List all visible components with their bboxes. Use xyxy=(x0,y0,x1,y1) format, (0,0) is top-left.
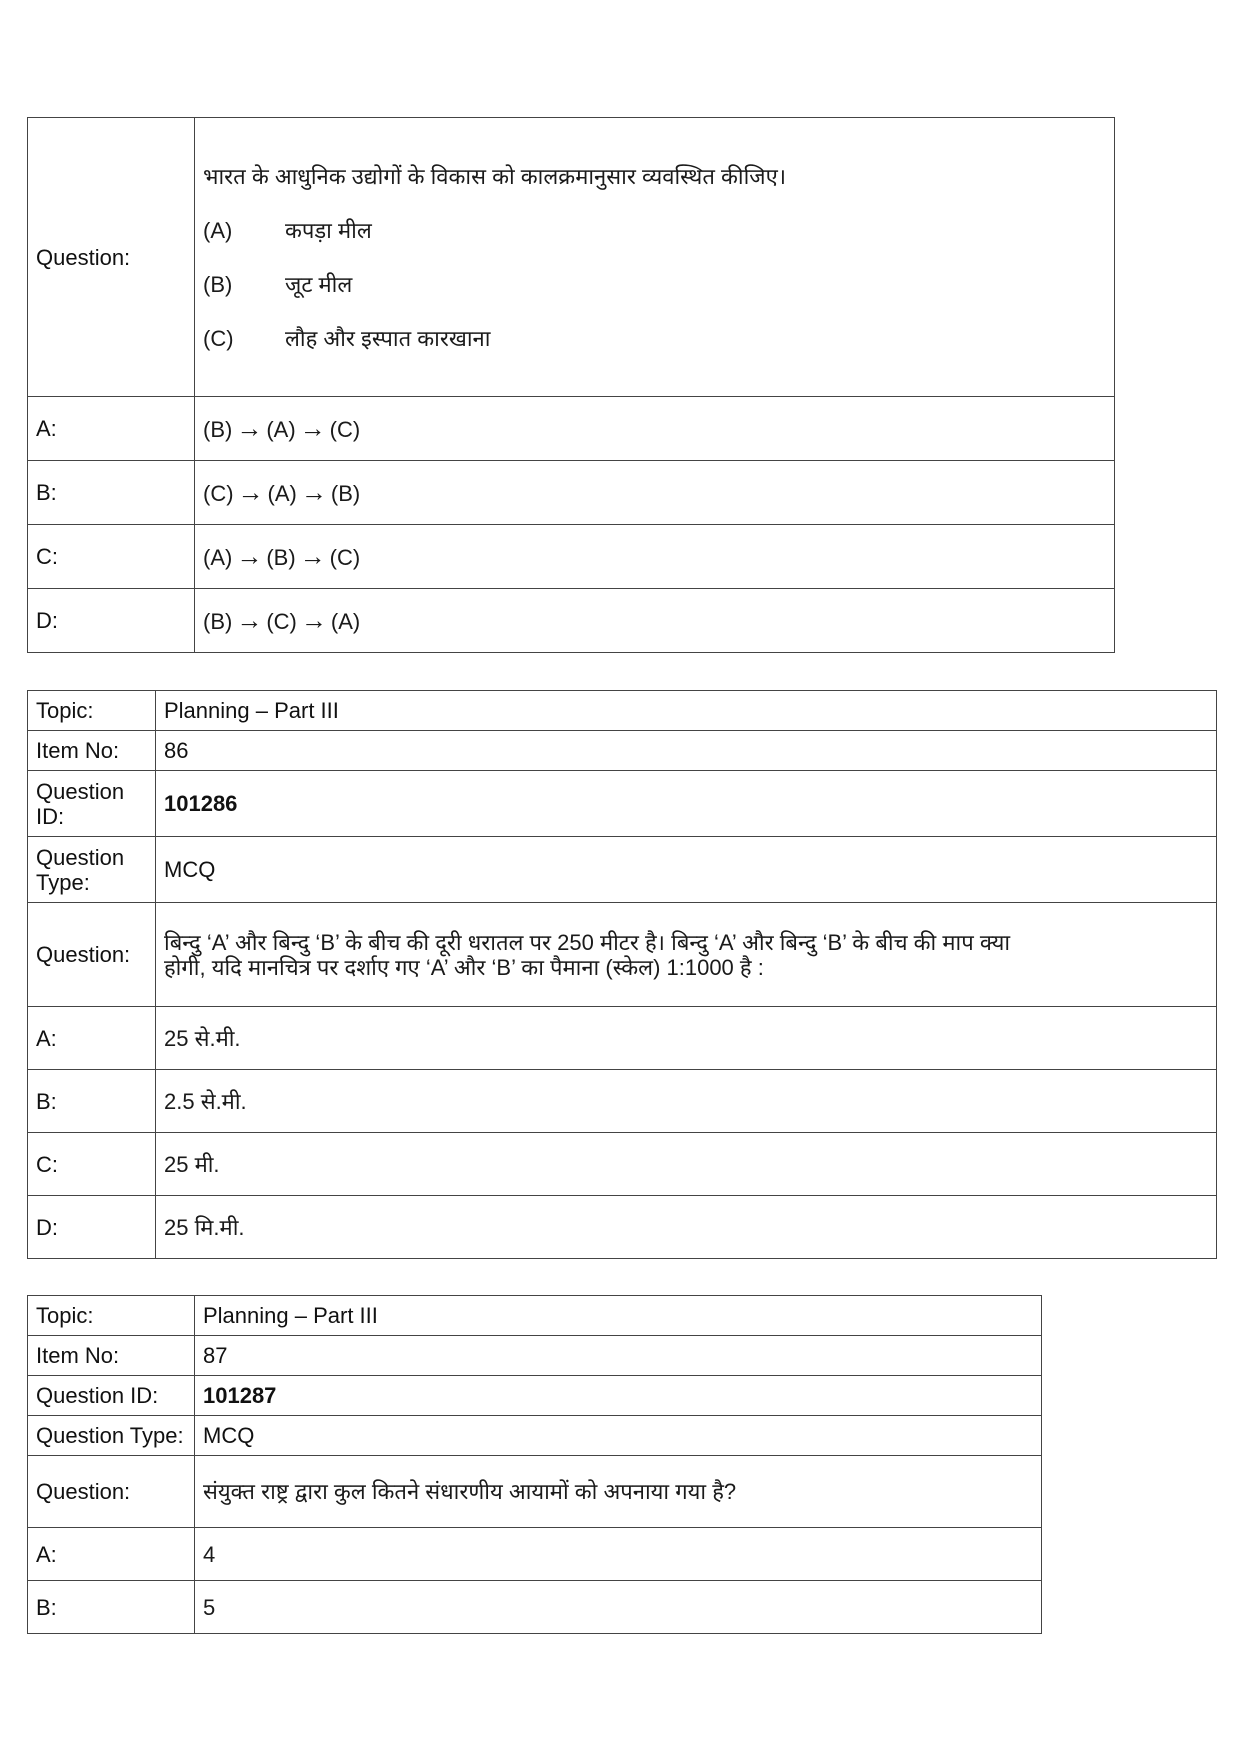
item-text: लौह और इस्पात कारखाना xyxy=(285,325,491,351)
item-no-label: Item No: xyxy=(28,1336,195,1376)
question-type-label: Question Type: xyxy=(28,837,156,903)
arrow-icon: → xyxy=(299,540,326,571)
topic-label: Topic: xyxy=(28,691,156,731)
option-label: A: xyxy=(28,397,195,461)
topic-row xyxy=(28,691,1217,731)
seq-item: (B) xyxy=(203,608,233,634)
option-row-b xyxy=(28,461,1115,525)
item-no-row xyxy=(28,731,1217,771)
question-label: Question: xyxy=(28,903,156,1007)
question-table-86 xyxy=(27,690,1217,1259)
question-row xyxy=(28,1456,1042,1528)
option-row-c xyxy=(28,525,1115,589)
option-text: 5 xyxy=(195,1581,1042,1634)
seq-item: (A) xyxy=(203,544,233,570)
option-label: B: xyxy=(28,1581,195,1634)
question-id-row xyxy=(28,1376,1042,1416)
question-line-2: होगी, यदि मानचित्र पर दर्शाए गए ‘A’ और ‘B’ का पैमाना (स्केल) 1:1000 है : xyxy=(164,954,764,980)
option-label: A: xyxy=(28,1528,195,1581)
seq-item: (A) xyxy=(330,608,361,634)
seq-item: (C) xyxy=(329,416,361,442)
arrow-icon: → xyxy=(236,412,263,443)
seq-item: (A) xyxy=(267,480,297,506)
question-type-label: Question Type: xyxy=(28,1416,195,1456)
option-text: 4 xyxy=(195,1528,1042,1581)
seq-item: (B) xyxy=(203,416,233,442)
option-label: C: xyxy=(28,1133,156,1196)
question-id-label: Question ID: xyxy=(28,1376,195,1416)
item-label: (B) xyxy=(203,271,233,297)
item-label: (A) xyxy=(203,217,233,243)
question-table-87 xyxy=(27,1295,1042,1634)
question-type-value: MCQ xyxy=(195,1416,1042,1456)
arrow-icon: → xyxy=(300,604,327,635)
question-id-row xyxy=(28,771,1217,837)
item-no-row xyxy=(28,1336,1042,1376)
seq-item: (B) xyxy=(266,544,296,570)
option-sequence xyxy=(195,397,1115,461)
topic-value: Planning – Part III xyxy=(195,1296,1042,1336)
item-no-value: 87 xyxy=(195,1336,1042,1376)
question-item-b xyxy=(203,272,1106,297)
option-row-a xyxy=(28,397,1115,461)
seq-item: (C) xyxy=(329,544,361,570)
option-text: 25 मि.मी. xyxy=(156,1196,1217,1259)
question-cell xyxy=(195,118,1115,397)
topic-value: Planning – Part III xyxy=(156,691,1217,731)
question-label: Question: xyxy=(28,118,195,397)
item-no-label: Item No: xyxy=(28,731,156,771)
arrow-icon: → xyxy=(237,476,264,507)
option-label: B: xyxy=(28,1070,156,1133)
option-sequence xyxy=(195,525,1115,589)
item-text: कपड़ा मील xyxy=(285,217,372,243)
item-label: (C) xyxy=(203,325,234,351)
question-label: Question: xyxy=(28,1456,195,1528)
arrow-icon: → xyxy=(300,476,327,507)
question-table-85 xyxy=(27,117,1115,653)
question-type-row xyxy=(28,837,1217,903)
option-text: 25 से.मी. xyxy=(156,1007,1217,1070)
option-row-a xyxy=(28,1528,1042,1581)
arrow-icon: → xyxy=(236,540,263,571)
question-row xyxy=(28,118,1115,397)
option-sequence xyxy=(195,589,1115,653)
option-label: D: xyxy=(28,589,195,653)
question-type-value: MCQ xyxy=(156,837,1217,903)
item-no-value: 86 xyxy=(156,731,1217,771)
option-row-d xyxy=(28,589,1115,653)
question-item-a xyxy=(203,218,1106,243)
option-label: C: xyxy=(28,525,195,589)
question-text: संयुक्त राष्ट्र द्वारा कुल कितने संधारणीय आयामों को अपनाया गया है? xyxy=(195,1456,1042,1528)
question-row xyxy=(28,903,1217,1007)
topic-row xyxy=(28,1296,1042,1336)
item-text: जूट मील xyxy=(285,271,353,297)
seq-item: (C) xyxy=(203,480,234,506)
seq-item: (A) xyxy=(266,416,296,442)
option-row-d xyxy=(28,1196,1217,1259)
question-type-row xyxy=(28,1416,1042,1456)
question-item-c xyxy=(203,326,1106,351)
option-label: D: xyxy=(28,1196,156,1259)
seq-item: (B) xyxy=(330,480,361,506)
topic-label: Topic: xyxy=(28,1296,195,1336)
question-id-value: 101287 xyxy=(195,1376,1042,1416)
question-id-label: Question ID: xyxy=(28,771,156,837)
option-label: B: xyxy=(28,461,195,525)
option-label: A: xyxy=(28,1007,156,1070)
seq-item: (C) xyxy=(266,608,297,634)
question-stem: भारत के आधुनिक उद्योगों के विकास को कालक्रमानुसार व्यवस्थित कीजिए। xyxy=(203,163,787,189)
option-row-c xyxy=(28,1133,1217,1196)
arrow-icon: → xyxy=(236,604,263,635)
option-sequence xyxy=(195,461,1115,525)
question-id-value: 101286 xyxy=(156,771,1217,837)
option-text: 2.5 से.मी. xyxy=(156,1070,1217,1133)
option-row-b xyxy=(28,1070,1217,1133)
question-cell xyxy=(156,903,1217,1007)
arrow-icon: → xyxy=(299,412,326,443)
option-row-a xyxy=(28,1007,1217,1070)
option-text: 25 मी. xyxy=(156,1133,1217,1196)
question-line-1: बिन्दु ‘A’ और बिन्दु ‘B’ के बीच की दूरी धरातल पर 250 मीटर है। बिन्दु ‘A’ और बिन्दु ‘B’ के बीच की माप क्या xyxy=(164,929,1011,955)
option-row-b xyxy=(28,1581,1042,1634)
